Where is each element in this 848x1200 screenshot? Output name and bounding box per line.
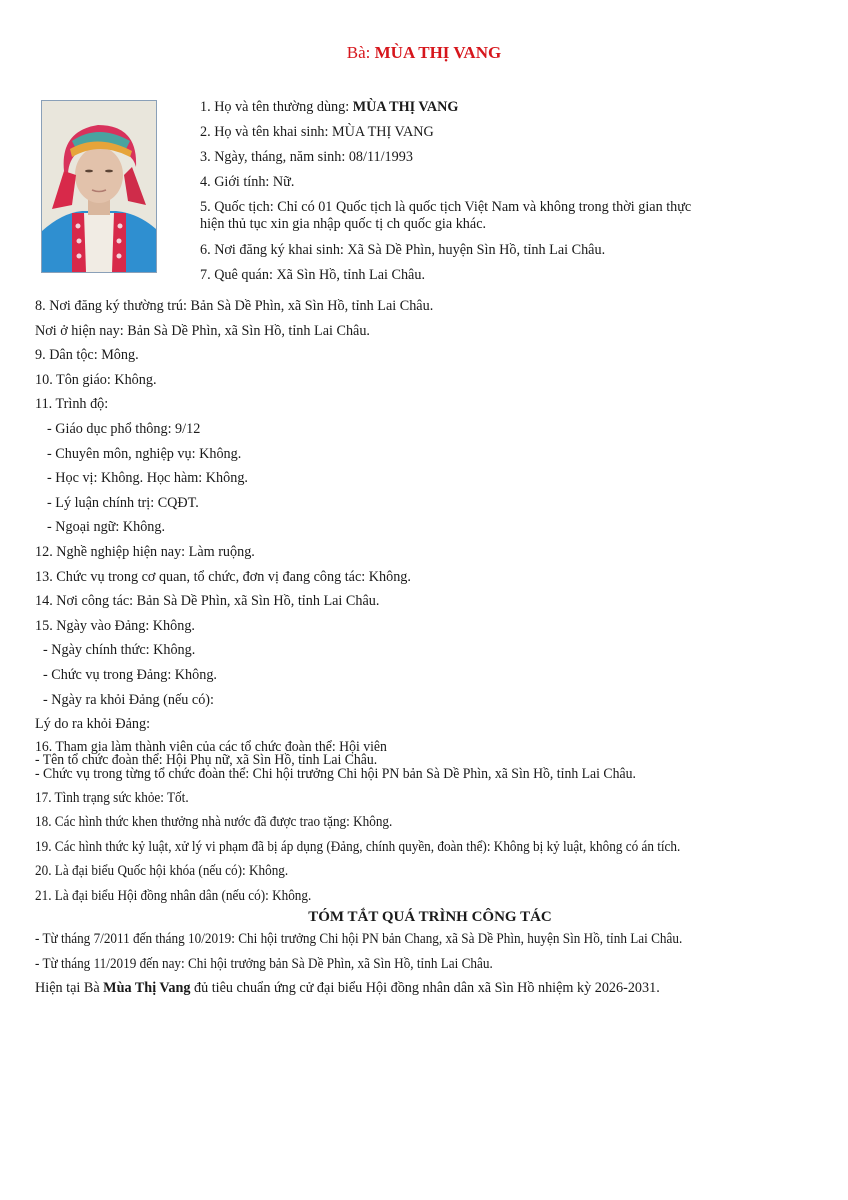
field-birth-registration: 6. Nơi đăng ký khai sinh: Xã Sà Dề Phìn, huyện Sìn Hồ, tỉnh Lai Châu. [200, 242, 606, 258]
field-awards-text: 18. Các hình thức khen thưởng nhà nước đã được trao tặng: Không. [35, 814, 393, 831]
summary-conclusion [35, 980, 825, 1005]
field-party-position: - Chức vụ trong Đảng: Không. [43, 666, 217, 683]
field-current-residence: Nơi ở hiện nay: Bản Sà Dề Phìn, xã Sìn Hồ, tỉnh Lai Châu. [35, 322, 370, 339]
summary-item [35, 931, 825, 956]
title-name: MÙA THỊ VANG [374, 43, 502, 62]
field-value: MÙA THỊ VANG [352, 99, 459, 115]
field-organization-name: - Tên tổ chức đoàn thể: Hội Phụ nữ, xã Sìn Hồ, tỉnh Lai Châu. [35, 752, 378, 769]
field-birth-date: 3. Ngày, tháng, năm sinh: 08/11/1993 [200, 149, 413, 165]
field-gender: 4. Giới tính: Nữ. [200, 174, 295, 190]
summary-item-text: - Từ tháng 11/2019 đến nay: Chi hội trưởng bản Sà Dề Phìn, xã Sìn Hồ, tỉnh Lai Châu. [35, 955, 493, 972]
field-hometown: 7. Quê quán: Xã Sìn Hồ, tỉnh Lai Châu. [200, 267, 425, 283]
field-peoples-council [35, 888, 825, 909]
summary-item-text: - Từ tháng 7/2011 đến tháng 10/2019: Chi hội trưởng Chi hội PN bản Chang, xã Sà Dề Phìn, huyện Sìn Hồ, tỉnh Lai Châu. [35, 931, 683, 948]
candidate-photo [41, 100, 157, 273]
field-religion: 10. Tôn giáo: Không. [35, 371, 157, 388]
field-permanent-residence: 8. Nơi đăng ký thường trú: Bản Sà Dề Phìn, xã Sìn Hồ, tỉnh Lai Châu. [35, 298, 434, 314]
field-position: 13. Chức vụ trong cơ quan, tổ chức, đơn vị đang công tác: Không. [35, 568, 411, 585]
field-national-assembly-text: 20. Là đại biểu Quốc hội khóa (nếu có): Không. [35, 863, 289, 880]
field-education: 11. Trình độ: [35, 396, 109, 413]
field-label: 1. Họ và tên thường dùng: [200, 99, 350, 115]
field-degree: - Học vị: Không. Học hàm: Không. [47, 470, 248, 487]
page-title [0, 43, 848, 63]
summary-heading: TÓM TẮT QUÁ TRÌNH CÔNG TÁC [308, 909, 552, 926]
field-party-join-date: 15. Ngày vào Đảng: Không. [35, 617, 195, 634]
personal-info-body [35, 298, 825, 1005]
title-prefix: Bà: [346, 43, 371, 62]
field-party-leave-date: - Ngày ra khỏi Đảng (nếu có): [43, 691, 214, 708]
portrait-image [42, 101, 156, 272]
field-birth-name: 2. Họ và tên khai sinh: MÙA THỊ VANG [200, 124, 434, 140]
field-specialty: - Chuyên môn, nghiệp vụ: Không. [47, 445, 242, 462]
field-nationality-line-2: hiện thủ tục xin gia nhập quốc tị ch quốc gia khác. [200, 216, 487, 232]
field-national-assembly [35, 863, 825, 888]
field-awards [35, 814, 825, 839]
field-health [35, 790, 825, 815]
field-workplace: 14. Nơi công tác: Bản Sà Dề Phìn, xã Sìn Hồ, tỉnh Lai Châu. [35, 593, 380, 610]
field-party-official-date: - Ngày chính thức: Không. [43, 642, 196, 659]
field-common-name [200, 99, 760, 115]
personal-info-top [200, 99, 760, 292]
conclusion-name: Mùa Thị Vang [103, 980, 191, 997]
field-organizations [35, 738, 825, 790]
field-discipline-text: 19. Các hình thức kỷ luật, xử lý vi phạm đã bị áp dụng (Đảng, chính quyền, đoàn thể): Không bị kỷ luật, không có án tích. [35, 838, 681, 855]
field-peoples-council-text: 21. Là đại biểu Hội đồng nhân dân (nếu có): Không. [35, 888, 312, 905]
field-occupation: 12. Nghề nghiệp hiện nay: Làm ruộng. [35, 543, 255, 560]
field-general-education: - Giáo dục phổ thông: 9/12 [47, 420, 201, 437]
field-discipline [35, 839, 825, 864]
conclusion-prefix: Hiện tại Bà [35, 980, 100, 997]
field-ethnicity: 9. Dân tộc: Mông. [35, 347, 139, 364]
field-foreign-language: - Ngoại ngữ: Không. [47, 519, 166, 536]
field-organization-membership: 16. Tham gia làm thành viên của các tổ chức đoàn thể: Hội viên [35, 738, 387, 755]
field-nationality [200, 199, 760, 233]
field-health-text: 17. Tình trạng sức khỏe: Tốt. [35, 789, 189, 806]
field-party-leave-reason: Lý do ra khỏi Đảng: [35, 716, 151, 733]
field-nationality-line-1: 5. Quốc tịch: Chỉ có 01 Quốc tịch là quốc tịch Việt Nam và không trong thời gian thực [200, 199, 692, 215]
conclusion-suffix: đủ tiêu chuẩn ứng cử đại biểu Hội đồng nhân dân xã Sìn Hồ nhiệm kỳ 2026-2031. [194, 980, 660, 997]
field-political-theory: - Lý luận chính trị: CQĐT. [47, 494, 199, 511]
field-organization-role: - Chức vụ trong từng tổ chức đoàn thể: Chi hội trưởng Chi hội PN bản Sà Dề Phìn, xã Sìn Hồ, tỉnh Lai Châu. [35, 765, 636, 782]
summary-item [35, 956, 825, 981]
